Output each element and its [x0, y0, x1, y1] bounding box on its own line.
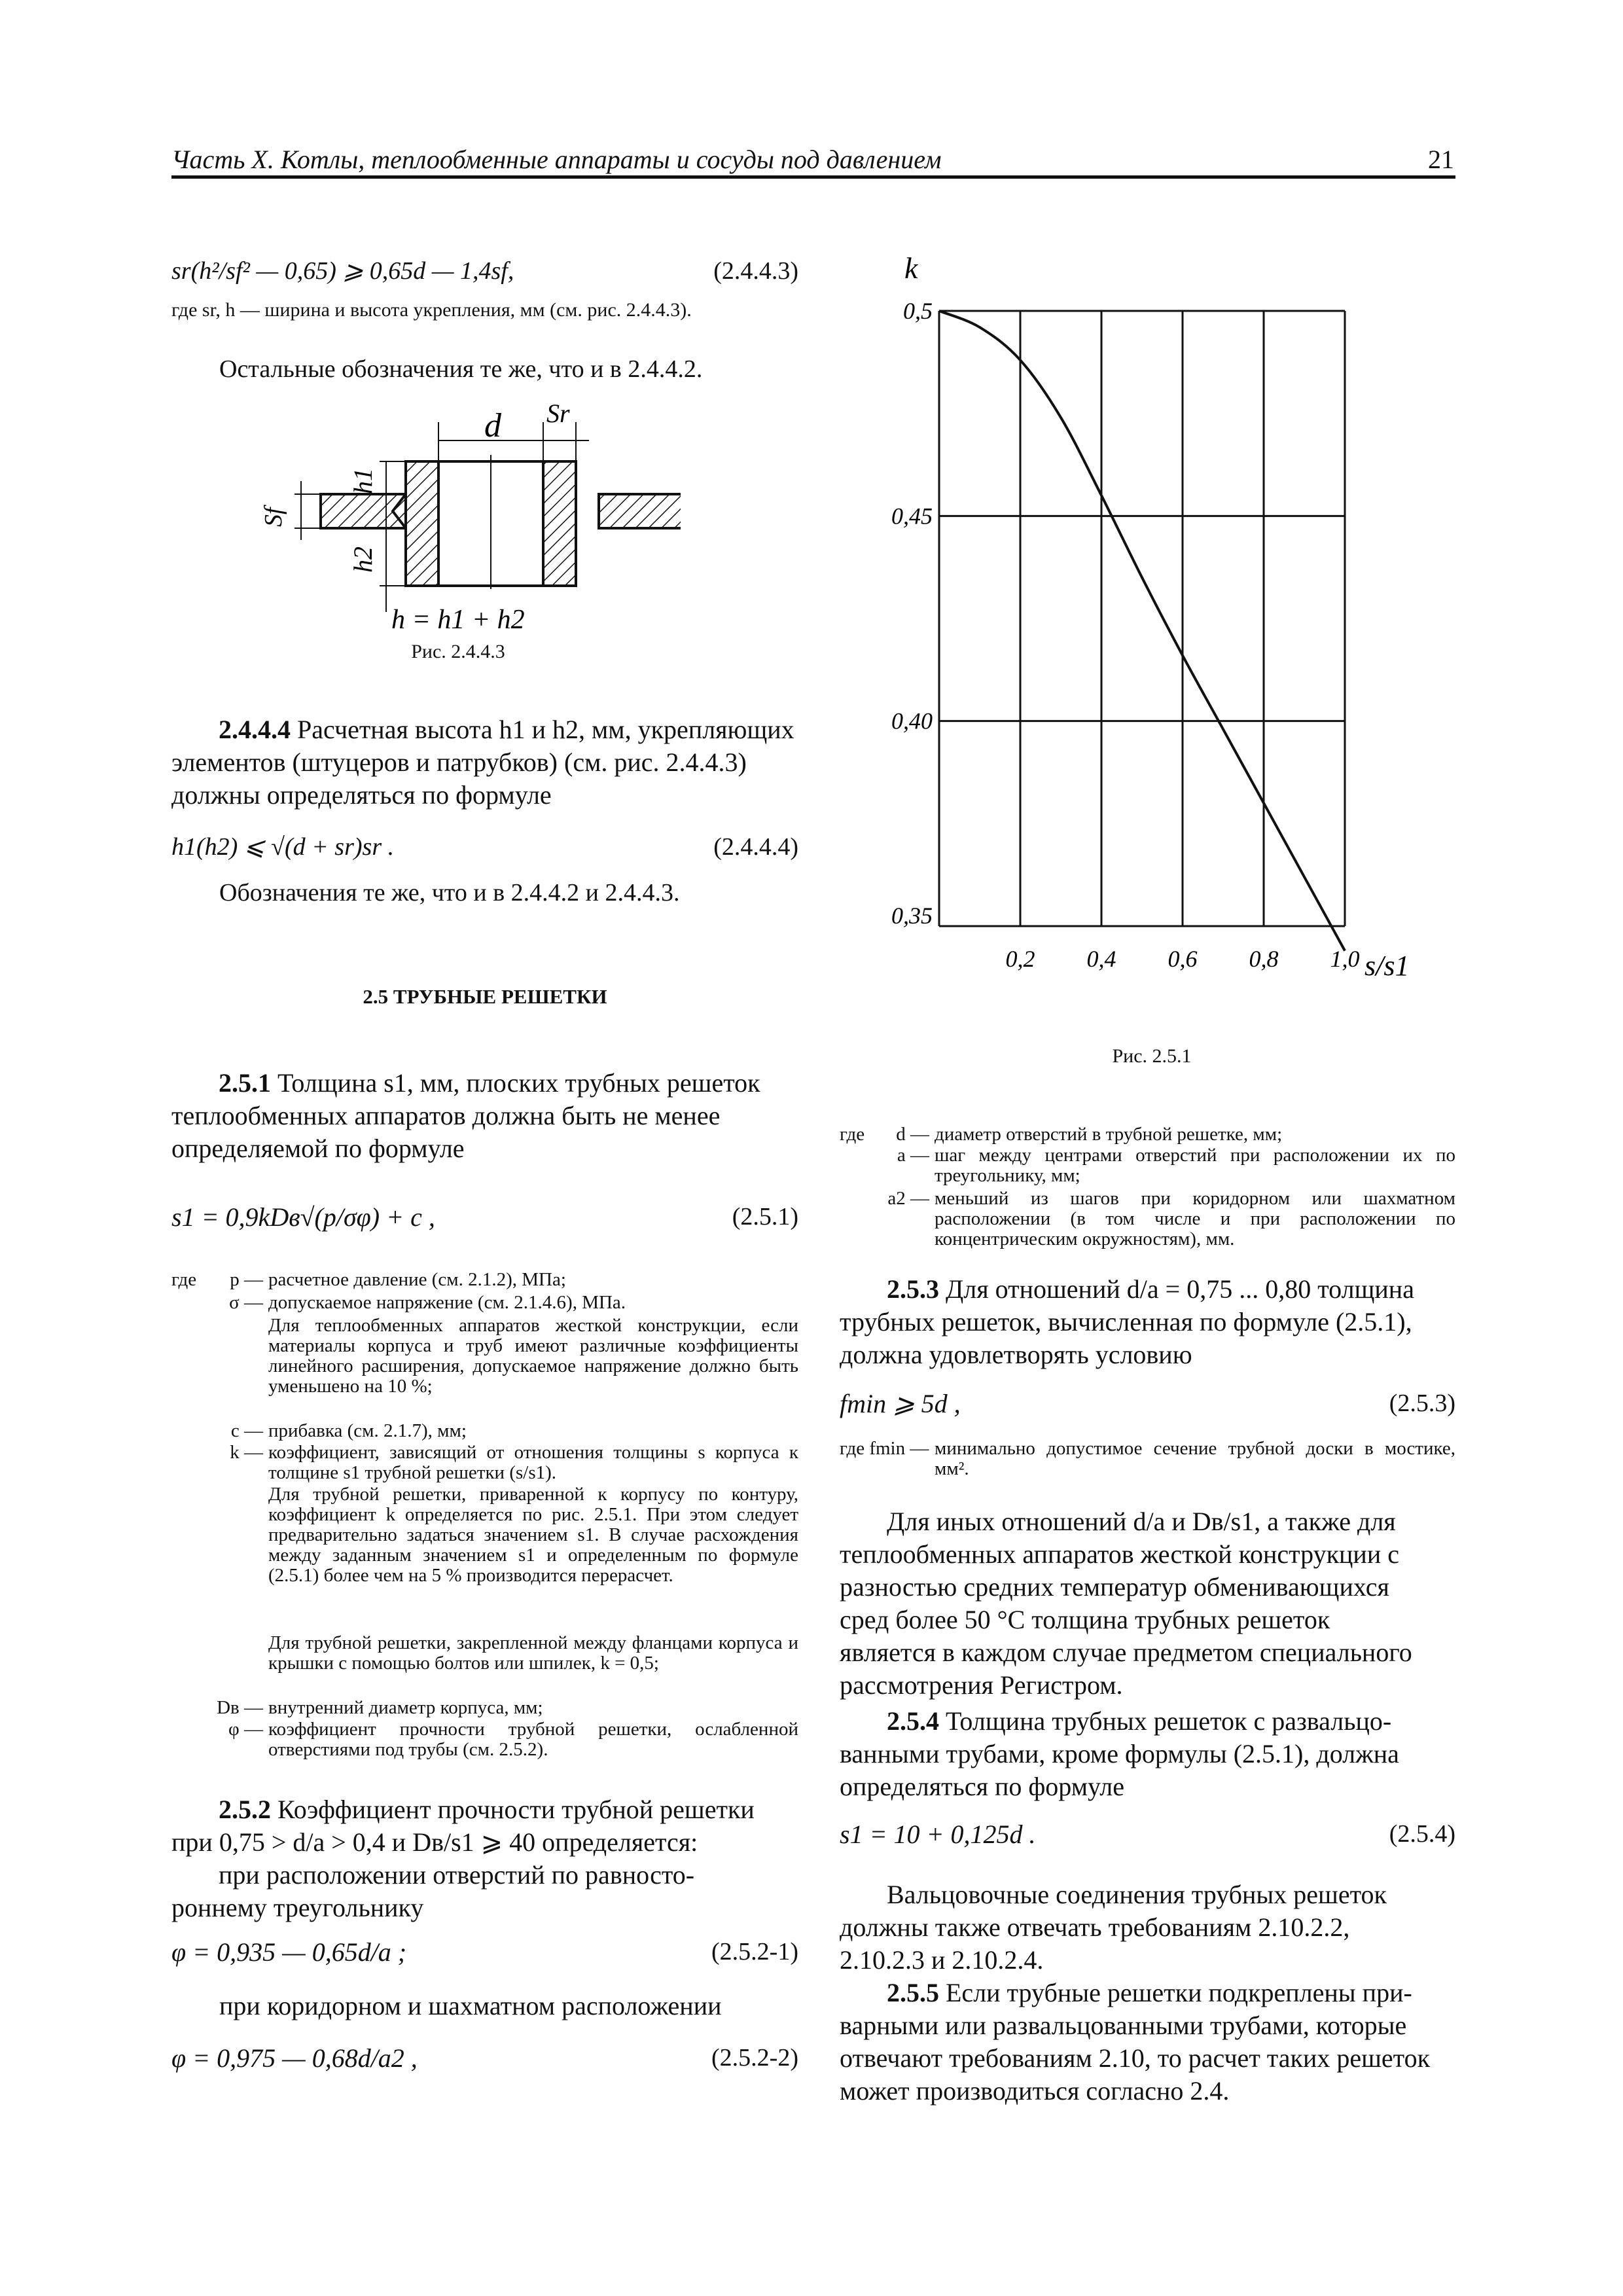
- para-other-ratios-line: сред более 50 °С толщина трубных решеток: [840, 1605, 1330, 1634]
- def-right-text: шаг между центрами отверстий при расположении их по треугольнику, мм;: [935, 1145, 1455, 1186]
- corridor-text: при коридорном и шахматном расположении: [219, 1991, 722, 2020]
- para-2-5-2-line4: роннему треугольнику: [171, 1893, 424, 1922]
- fig-2-4-4-3-caption: Рис. 2.4.4.3: [411, 641, 505, 662]
- def-right-sym: d —: [896, 1124, 929, 1145]
- para-2-5-2-line1: Коэффициент прочности трубной решетки: [271, 1795, 755, 1824]
- para-2-5-1-line1: Толщина s1, мм, плоских трубных решеток: [271, 1068, 760, 1098]
- para-2-5-5-line4: может производиться согласно 2.4.: [840, 2076, 1230, 2106]
- def-right-sym: a2 —: [887, 1188, 929, 1209]
- para-2-5-1: [171, 1067, 798, 1165]
- formula-2-5-2-1: φ = 0,935 — 0,65d/a ;: [171, 1937, 407, 1967]
- chart-x-tick: 0,2: [1005, 946, 1035, 972]
- section-title: 2.5 ТРУБНЫЕ РЕШЕТКИ: [363, 985, 607, 1008]
- def-251-text: расчетное давление (см. 2.1.2), МПа;: [268, 1269, 566, 1290]
- def-right-text: диаметр отверстий в трубной решетке, мм;: [935, 1124, 1283, 1145]
- para-other-ratios: [840, 1505, 1455, 1702]
- para-2-5-5: [840, 1977, 1455, 2108]
- def-251-sym: c —: [230, 1420, 263, 1441]
- para-2-4-4-4-line2: элементов (штуцеров и патрубков) (см. рис. 2.4.4.3): [171, 747, 747, 777]
- def-251-text: внутренний диаметр корпуса, мм;: [268, 1697, 543, 1718]
- para-2-5-4-line2: ванными трубами, кроме формулы (2.5.1), должна: [840, 1739, 1399, 1768]
- para-other-ratios-line: является в каждом случае предметом специального: [840, 1638, 1412, 1667]
- chart-series-line: [939, 311, 1345, 951]
- para-rolled-line: 2.10.2.3 и 2.10.2.4.: [840, 1945, 1044, 1975]
- para-2-5-3-line2: трубных решеток, вычисленная по формуле (2.5.1),: [840, 1307, 1412, 1336]
- para-2-5-4-line1: Толщина трубных решеток с развальцо-: [939, 1706, 1392, 1736]
- para-2-5-3-line1: Для отношений d/a = 0,75 ... 0,80 толщина: [939, 1274, 1414, 1304]
- formula-2-5-3: fmin ⩾ 5d ,: [840, 1389, 961, 1418]
- para-2-5-1-line3: определяемой по формуле: [171, 1134, 465, 1163]
- para-other-ratios-line: разностью средних температур обменивающихся: [840, 1572, 1389, 1602]
- para-2-4-4-4-line3: должны определяться по формуле: [171, 780, 552, 810]
- def-251-text: допускаемое напряжение (см. 2.1.4.6), МПа.: [268, 1292, 626, 1313]
- para-2-5-4: [840, 1705, 1455, 1803]
- fig-2-5-1-caption: Рис. 2.5.1: [1112, 1045, 1192, 1067]
- chart-y-tick: 0,5: [903, 298, 933, 324]
- def-right-sym: a —: [897, 1145, 929, 1166]
- def-right-text: меньший из шагов при коридорном или шахматном расположении (в том числе и при расположении по концентрическим окружностям), мм.: [935, 1188, 1455, 1249]
- chart-x-tick: 0,6: [1168, 946, 1198, 972]
- para-2-5-2: [171, 1793, 798, 1924]
- fig-label-sf: Sf: [260, 507, 287, 527]
- fmin-def-sym: где fmin —: [840, 1438, 929, 1459]
- fig-label-h-formula: h = h1 + h2: [391, 605, 525, 635]
- chart-y-label: k: [904, 251, 918, 285]
- para-2-5-5-line1: Если трубные решетки подкреплены при-: [939, 1978, 1412, 2007]
- figure-2-4-4-3: [249, 396, 681, 638]
- formula-2-4-4-3-where: где sr, h — ширина и высота укрепления, мм (см. рис. 2.4.4.3).: [171, 299, 692, 321]
- para-2-4-4-4-line1: Расчетная высота h1 и h2, мм, укрепляющих: [291, 715, 794, 744]
- formula-2-5-4-number: (2.5.4): [1389, 1820, 1455, 1848]
- formula-2-5-3-number: (2.5.3): [1389, 1390, 1455, 1417]
- para-2-5-2-line3: при расположении отверстий по равносто-: [219, 1860, 695, 1890]
- para-other-ratios-line: теплообменных аппаратов жесткой конструкции с: [840, 1539, 1399, 1569]
- para-2-4-4-4-number: 2.4.4.4: [219, 715, 291, 744]
- chart-y-tick: 0,40: [891, 708, 933, 734]
- where-word-left: где: [171, 1269, 197, 1290]
- para-2-4-4-4: [171, 713, 798, 812]
- para-2-5-3: [840, 1273, 1455, 1371]
- para-2-5-2-line2: при 0,75 > d/a > 0,4 и Dв/s1 ⩾ 40 определяется:: [171, 1827, 698, 1857]
- para-2-5-1-number: 2.5.1: [219, 1068, 271, 1098]
- fig-label-h2: h2: [348, 547, 378, 573]
- def-251-text: Для трубной решетки, приваренной к корпусу по контуру, коэффициент k определяется по рис. 2.5.1. При этом следует предварительно задаться значением s1. В случае расхождения между заданным значением s1 и определенным по формуле (2.5.1) более чем на 5 % производится перерасчет.: [268, 1484, 798, 1586]
- chart-x-tick: 1,0: [1330, 946, 1360, 972]
- def-251-text: коэффициент прочности трубной решетки, ослабленной отверстиями под трубы (см. 2.5.2).: [268, 1719, 798, 1760]
- para-2-5-3-number: 2.5.3: [887, 1274, 939, 1304]
- chart-x-label: s/s1: [1364, 950, 1410, 982]
- formula-2-5-2-2: φ = 0,975 — 0,68d/a2 ,: [171, 2043, 418, 2073]
- para-rolled-line: должны также отвечать требованиям 2.10.2.2,: [840, 1912, 1350, 1942]
- running-header: Часть X. Котлы, теплообменные аппараты и сосуды под давлением: [171, 145, 942, 174]
- header-rule: [171, 175, 1455, 179]
- formula-2-5-2-2-number: (2.5.2-2): [711, 2044, 798, 2072]
- formula-2-4-4-3: sr(h²/sf² — 0,65) ⩾ 0,65d — 1,4sf,: [171, 257, 514, 285]
- plate-right: [599, 494, 681, 528]
- fig-label-d: d: [484, 407, 501, 444]
- def-251-sym: Dв —: [217, 1697, 263, 1718]
- chart-y-tick: 0,35: [891, 903, 933, 929]
- formula-2-5-1: s1 = 0,9kDв√(p/σφ) + c ,: [171, 1202, 435, 1232]
- formula-2-4-4-4-number: (2.4.4.4): [713, 833, 798, 861]
- formula-2-5-1-number: (2.5.1): [732, 1203, 798, 1230]
- def-251-sym: k —: [230, 1442, 263, 1463]
- chart-2-5-1: [844, 249, 1459, 988]
- rest-same-text: Остальные обозначения те же, что и в 2.4.4.2.: [219, 355, 703, 383]
- def-251-text: Для теплообменных аппаратов жесткой конструкции, если материалы корпуса и труб имеют различные коэффициенты линейного расширения, допускаемое напряжение должно быть уменьшено на 10 %;: [268, 1315, 798, 1397]
- page-number: 21: [1428, 145, 1454, 174]
- fmin-def-text: минимально допустимое сечение трубной доски в мостике, мм².: [935, 1438, 1455, 1479]
- para-rolled-line: Вальцовочные соединения трубных решеток: [887, 1880, 1387, 1909]
- formula-2-5-4: s1 = 10 + 0,125d .: [840, 1820, 1036, 1849]
- para-2-5-4-line3: определяться по формуле: [840, 1772, 1124, 1801]
- def-251-text: Для трубной решетки, закрепленной между фланцами корпуса и крышки с помощью болтов или шпилек, k = 0,5;: [268, 1632, 798, 1674]
- para-other-ratios-line: рассмотрения Регистром.: [840, 1670, 1123, 1700]
- formula-2-5-2-1-number: (2.5.2-1): [711, 1938, 798, 1965]
- formula-2-4-4-3-number: (2.4.4.3): [713, 257, 798, 285]
- def-251-sym: p —: [230, 1269, 263, 1290]
- fig-label-sr: Sr: [546, 399, 570, 428]
- def-251-sym: φ —: [228, 1719, 263, 1740]
- nozzle-wall-right: [543, 461, 576, 586]
- para-2-5-1-line2: теплообменных аппаратов должна быть не менее: [171, 1101, 721, 1130]
- para-2-5-3-line3: должна удовлетворять условию: [840, 1340, 1192, 1369]
- chart-x-tick: 0,8: [1249, 946, 1279, 972]
- para-2-5-5-line3: отвечают требованиям 2.10, то расчет таких решеток: [840, 2043, 1431, 2073]
- def-251-sym: σ —: [229, 1292, 263, 1313]
- def-251-text: коэффициент, зависящий от отношения толщины s корпуса к толщине s1 трубной решетки (s/s1).: [268, 1442, 798, 1483]
- chart-y-tick: 0,45: [891, 503, 933, 529]
- formula-2-4-4-4: h1(h2) ⩽ √(d + sr)sr .: [171, 833, 395, 861]
- para-2-5-5-number: 2.5.5: [887, 1978, 939, 2007]
- nozzle-wall-left: [406, 461, 438, 586]
- fig-label-h1: h1: [348, 468, 378, 494]
- para-2-5-4-number: 2.5.4: [887, 1706, 939, 1736]
- where-word-right: где: [840, 1124, 865, 1145]
- def-251-text: прибавка (см. 2.1.7), мм;: [268, 1420, 467, 1441]
- para-2-5-2-number: 2.5.2: [219, 1795, 271, 1824]
- chart-x-tick: 0,4: [1086, 946, 1116, 972]
- para-rolled: [840, 1878, 1455, 1977]
- para-2-5-5-line2: варными или развальцованными трубами, которые: [840, 2011, 1407, 2040]
- same-as-text: Обозначения те же, что и в 2.4.4.2 и 2.4.4.3.: [219, 879, 680, 906]
- para-other-ratios-line: Для иных отношений d/a и Dв/s1, а также для: [887, 1507, 1396, 1536]
